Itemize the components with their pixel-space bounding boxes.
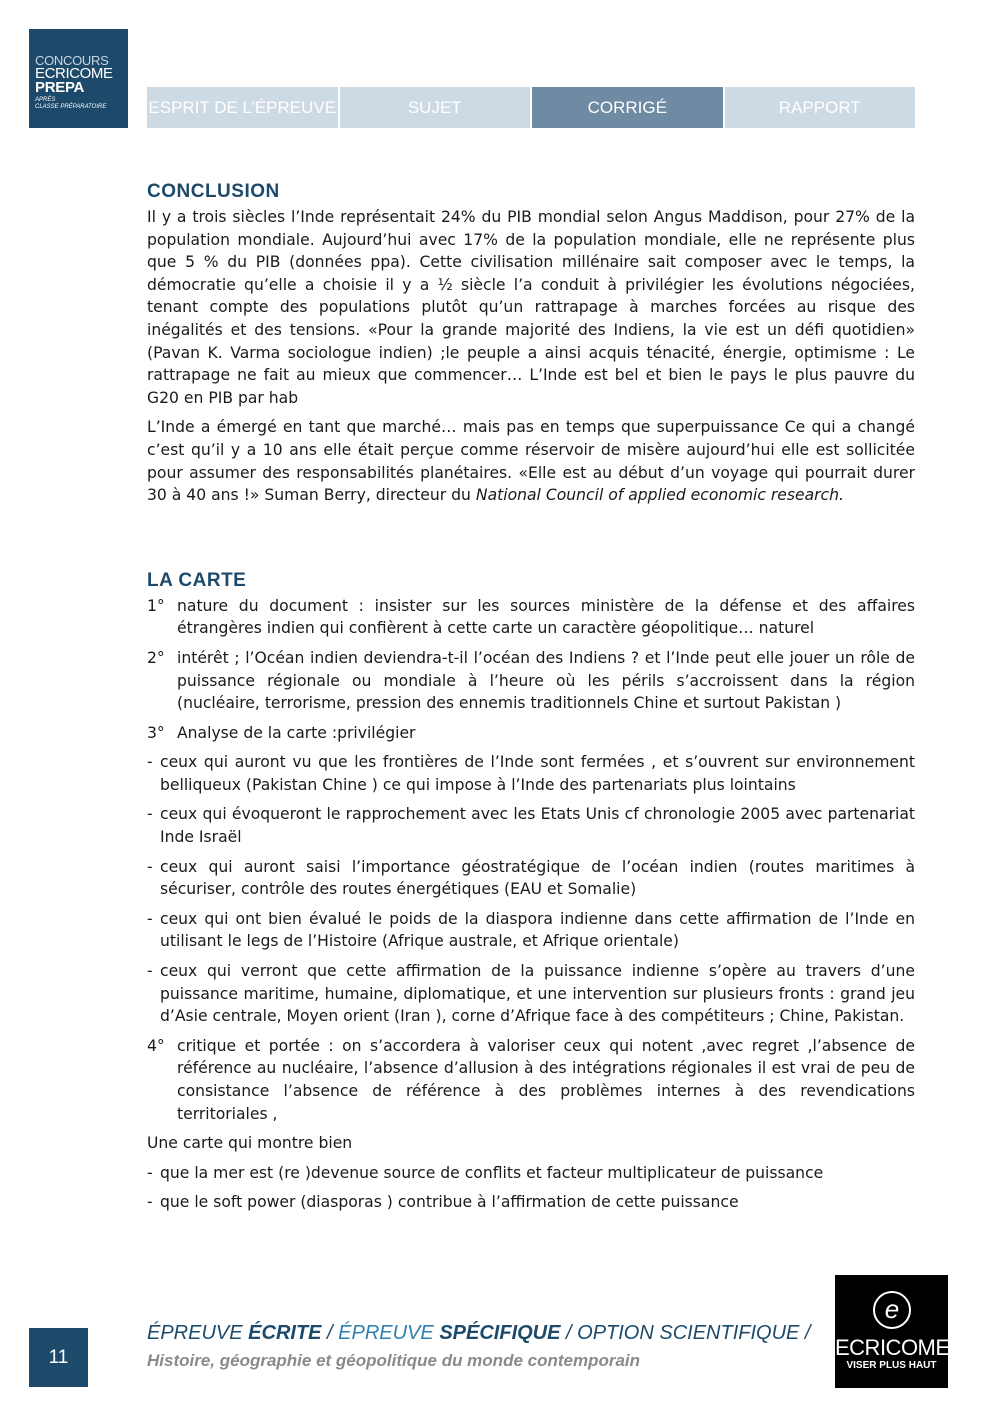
tab-esprit[interactable]: ESPRIT DE L’ÉPREUVE <box>147 87 338 128</box>
item-dash: - <box>147 1193 153 1212</box>
logo-line-ecricome: ECRICOME <box>35 65 113 82</box>
main-content <box>147 178 915 1214</box>
item-dash: - <box>147 962 153 981</box>
closing-line: Une carte qui montre bien <box>147 1134 353 1153</box>
tab-rapport[interactable]: RAPPORT <box>725 87 916 128</box>
ecricome-logo <box>835 1275 948 1388</box>
footer-ecrite: ÉCRITE <box>248 1322 322 1344</box>
footer-specifique: SPÉCIFIQUE <box>439 1322 561 1344</box>
item-dash: - <box>147 857 153 876</box>
logo-line-classe: CLASSE PRÉPARATOIRE <box>35 104 107 110</box>
item-number: 1° <box>147 596 165 615</box>
item-text: ceux qui ont bien évalué le poids de la diaspora indienne dans cette affirmation de l’Inde en utilisant le legs de l’Histoire (Afrique australe, et Afrique orientale) <box>160 909 915 951</box>
conclusion-paragraph-1: Il y a trois siècles l’Inde représentait 24% du PIB mondial selon Angus Maddison, pour 27% de la population mondiale. Aujourd’hui avec 17% de la population mondiale, elle ne représente plus que 5 % du PIB (données ppa). Cette civilisation millénaire sait composer avec le temps, la démocratie qu’elle a choisie il y a ½ siècle l’a conduit à privilégier les évolutions négociées, tenant compte des populations plutôt qu’un rattrapage à marches forcées au risque des inégalités et des tensions. «Pour la grande majorité des Indiens, la vie est un défi quotidien» (Pavan K. Varma sociologue indien) ;le peuple a ainsi acquis ténacité, énergie, optimisme : Le rattrapage ne fait au mieux que commencer… L’Inde est bel et bien le pays le plus pauvre du G20 en PIB par hab <box>147 208 915 407</box>
item-dash: - <box>147 805 153 824</box>
conclusion-paragraph-2 <box>147 416 915 506</box>
list-item <box>147 1191 915 1214</box>
list-item <box>147 722 915 745</box>
item-text: ceux qui évoqueront le rapprochement avec les Etats Unis cf chronologie 2005 avec partenariat Inde Israël <box>160 805 915 847</box>
conclusion-paragraph-2-text: L’Inde a émergé en tant que marché… mais pas en temps que superpuissance Ce qui a changé c’est qu’il y a 10 ans elle était perçue comme réservoir de misère aujourd’hui elle est sollicitée pour assumer des responsabilités planétaires. «Elle est au début d’un voyage qui pourrait durer 30 à 40 ans !» Suman Berry, directeur du <box>147 418 915 505</box>
list-item <box>147 908 915 953</box>
footer-subtitle: Histoire, géographie et géopolitique du monde contemporain <box>147 1351 641 1370</box>
list-item <box>147 856 915 901</box>
list-item <box>147 803 915 848</box>
item-text: que le soft power (diasporas ) contribue à l’affirmation de cette puissance <box>160 1193 739 1212</box>
tab-corrige[interactable]: CORRIGÉ <box>532 87 723 128</box>
logo-line-apres: APRÈS <box>35 97 56 103</box>
logo-line-prepa: PREPA <box>35 79 85 96</box>
item-dash: - <box>147 909 153 928</box>
carte-heading: LA CARTE <box>147 569 247 591</box>
item-text: Analyse de la carte :privilégier <box>177 723 416 742</box>
item-text: ceux qui verront que cette affirmation de la puissance indienne s’opère au travers d’une puissance maritime, humaine, diplomatique, et une intervention sur plusieurs fronts : grand jeu d’Asie centrale, Moyen orient (Iran ), corne d’Afrique face à des compétiteurs ; Chine, Pakistan. <box>160 962 915 1026</box>
item-text: ceux qui auront saisi l’importance géostratégique de l’océan indien (routes maritimes à sécuriser, contrôle des routes énergétiques (EAU et Somalie) <box>160 857 915 899</box>
footer-epreuve: ÉPREUVE <box>147 1322 249 1344</box>
logo-line-concours: CONCOURS <box>35 53 109 68</box>
footer-specifique-group <box>338 1322 560 1344</box>
list-item <box>147 751 915 796</box>
list-item <box>147 595 915 640</box>
item-number: 4° <box>147 1036 165 1055</box>
conclusion-paragraph-2-italic: National Council of applied economic research. <box>475 486 844 505</box>
item-dash: - <box>147 1163 153 1182</box>
section-tabs <box>147 87 915 128</box>
footer-epreuve-2: ÉPREUVE <box>338 1322 440 1344</box>
item-text: intérêt ; l’Océan indien deviendra-t-il l’océan des Indiens ? et l’Inde peut elle jouer un rôle de puissance régionale ou mondiale à l’heure où les périls s’accroissent dans la région (nucléaire, terrorisme, pression des ennemis traditionnels Chine et surtout Pakistan ) <box>177 648 915 713</box>
concours-logo <box>29 29 128 128</box>
page-number: 11 <box>29 1328 88 1387</box>
ecricome-e-icon: e <box>873 1291 911 1329</box>
item-text: critique et portée : on s’accordera à valoriser ceux qui notent ,avec regret ,l’absence de référence au nucléaire, l’absence d’allusion à des intégrations régionales il est vrai de peu de consistance l’absence de référence à des problèmes internes à des revendications territoriales , <box>177 1036 915 1123</box>
item-text: que la mer est (re )devenue source de conflits et facteur multiplicateur de puissance <box>160 1163 824 1182</box>
item-number: 2° <box>147 648 165 667</box>
list-item <box>147 960 915 1028</box>
item-text: ceux qui auront vu que les frontières de l’Inde sont fermées , et s’ouvrent sur environnement belliqueux (Pakistan Chine ) ce qui impose à l’Inde des partenariats plus lointains <box>160 753 915 794</box>
list-item <box>147 1162 915 1185</box>
item-text: nature du document : insister sur les sources ministère de la défense et des affaires étrangères indien qui confièrent à cette carte un caractère géopolitique… naturel <box>177 596 915 638</box>
footer-title <box>147 1322 811 1345</box>
conclusion-heading: CONCLUSION <box>147 181 280 202</box>
ecricome-tagline: VISER PLUS HAUT <box>846 1360 937 1371</box>
footer-sep-2: / OPTION SCIENTIFIQUE / <box>560 1322 811 1344</box>
item-number: 3° <box>147 723 165 742</box>
footer-sep-1: / <box>321 1322 339 1344</box>
tab-sujet[interactable]: SUJET <box>340 87 531 128</box>
list-item <box>147 647 915 715</box>
ecricome-name: ECRICOME <box>835 1335 950 1360</box>
list-item <box>147 1035 915 1125</box>
item-dash: - <box>147 753 153 772</box>
